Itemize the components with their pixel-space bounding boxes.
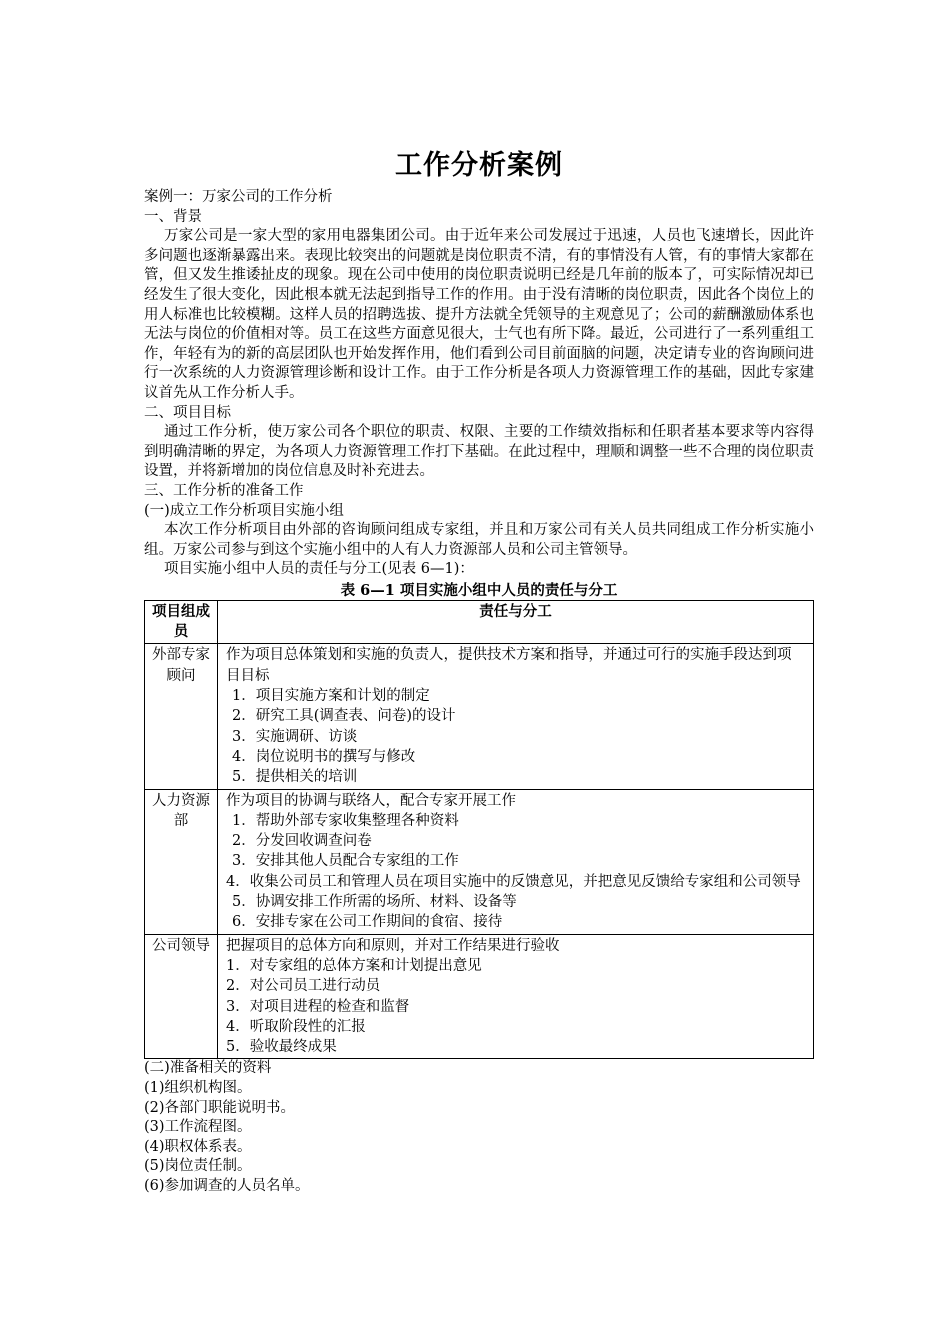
material-item: (2)各部门职能说明书。 <box>144 1099 296 1116</box>
section-2-heading: 二、项目目标 <box>144 404 231 421</box>
section-3-subheading-2: (二)准备相关的资料 <box>144 1060 272 1077</box>
table-caption: 表 6—1 项目实施小组中人员的责任与分工 <box>340 581 618 599</box>
duties-cell <box>218 644 814 789</box>
duty-item: 5．提供相关的培训 <box>232 769 358 786</box>
duty-item: 2．对公司员工进行动员 <box>226 978 381 995</box>
member-cell: 人力资源部 <box>145 789 218 934</box>
material-item: (6)参加调查的人员名单。 <box>144 1177 310 1194</box>
duty-item: 3．安排其他人员配合专家组的工作 <box>232 853 459 870</box>
section-3-paragraph-2: 项目实施小组中人员的责任与分工(见表 6—1)： <box>164 561 474 578</box>
table-header-member: 项目组成员 <box>145 600 218 644</box>
duty-item: 6．安排专家在公司工作期间的食宿、接待 <box>232 914 503 931</box>
duty-item: 3．实施调研、访谈 <box>232 728 358 745</box>
section-2-paragraph: 通过工作分析，使万家公司各个职位的职责、权限、主要的工作绩效指标和任职者基本要求等内容得到明确清晰的界定，为各项人力资源管理工作打下基础。在此过程中，理顺和调整一些不合理的岗位职责设置，并将新增加的岗位信息及时补充进去。 <box>144 424 814 480</box>
duty-item: 2．研究工具(调查表、问卷)的设计 <box>232 708 456 725</box>
duty-item: 3．对项目进程的检查和监督 <box>226 998 410 1015</box>
section-1-heading: 一、背景 <box>144 208 202 225</box>
duties-cell <box>218 789 814 934</box>
duty-item: 2．分发回收调查问卷 <box>232 833 372 850</box>
member-cell: 外部专家顾问 <box>145 644 218 789</box>
table-row <box>145 644 814 789</box>
table-header-row <box>145 600 814 644</box>
duty-lead: 作为项目的协调与联络人，配合专家开展工作 <box>226 792 516 809</box>
document-title: 工作分析案例 <box>395 150 563 181</box>
section-3-heading: 三、工作分析的准备工作 <box>144 482 304 499</box>
duty-item: 1．对专家组的总体方案和计划提出意见 <box>226 957 482 974</box>
duty-item: 5．协调安排工作所需的场所、材料、设备等 <box>232 894 517 911</box>
table-header-duties: 责任与分工 <box>218 600 814 644</box>
duty-item: 4．收集公司员工和管理人员在项目实施中的反馈意见，并把意见反馈给专家组和公司领导 <box>226 873 801 890</box>
material-item: (5)岗位责任制。 <box>144 1158 252 1175</box>
material-item: (4)职权体系表。 <box>144 1138 252 1155</box>
duty-item: 5．验收最终成果 <box>226 1039 337 1056</box>
table-row <box>145 789 814 934</box>
section-3-paragraph-1: 本次工作分析项目由外部的咨询顾问组成专家组，并且和万家公司有关人员共同组成工作分析实施小组。万家公司参与到这个实施小组中的人有人力资源部人员和公司主管领导。 <box>144 522 814 558</box>
duties-cell <box>218 934 814 1059</box>
duty-item: 4．听取阶段性的汇报 <box>226 1018 366 1035</box>
duty-item: 4．岗位说明书的撰写与修改 <box>232 748 416 765</box>
table-row <box>145 934 814 1059</box>
duty-lead: 作为项目总体策划和实施的负责人，提供技术方案和指导，并通过可行的实施手段达到项目目标 <box>226 647 792 684</box>
responsibility-table <box>144 600 814 1060</box>
duty-item: 1．帮助外部专家收集整理各种资料 <box>232 812 459 829</box>
section-3-subheading-1: (一)成立工作分析项目实施小组 <box>144 502 344 519</box>
duty-lead: 把握项目的总体方向和原则，并对工作结果进行验收 <box>226 937 560 954</box>
material-item: (3)工作流程图。 <box>144 1119 252 1136</box>
duty-item: 1．项目实施方案和计划的制定 <box>232 688 430 705</box>
member-cell: 公司领导 <box>145 934 218 1059</box>
section-1-paragraph: 万家公司是一家大型的家用电器集团公司。由于近年来公司发展过于迅速，人员也飞速增长，因此许多问题也逐渐暴露出来。表现比较突出的问题就是岗位职责不清，有的事情没有人管，有的事情大家都在管，但又发生推诿扯皮的现象。现在公司中使用的岗位职责说明已经是几年前的版本了，可实际情况却已经发生了很大变化，因此根本就无法起到指导工作的作用。由于没有清晰的岗位职责，因此各个岗位上的用人标准也比较模糊。这样人员的招聘选拔、提升方法就全凭领导的主观意见了；公司的薪酬激励体系也无法与岗位的价值相对等。员工在这些方面意见很大，士气也有所下降。最近，公司进行了一系列重组工作，年轻有为的新的高层团队也开始发挥作用，他们看到公司目前面脑的问题，决定请专业的咨询顾问进行一次系统的人力资源管理诊断和设计工作。由于工作分析是各项人力资源管理工作的基础，因此专家建议首先从工作分析人手。 <box>144 228 814 401</box>
document-content <box>144 150 814 1197</box>
case-title: 案例一：万家公司的工作分析 <box>144 189 333 205</box>
material-item: (1)组织机构图。 <box>144 1080 252 1096</box>
